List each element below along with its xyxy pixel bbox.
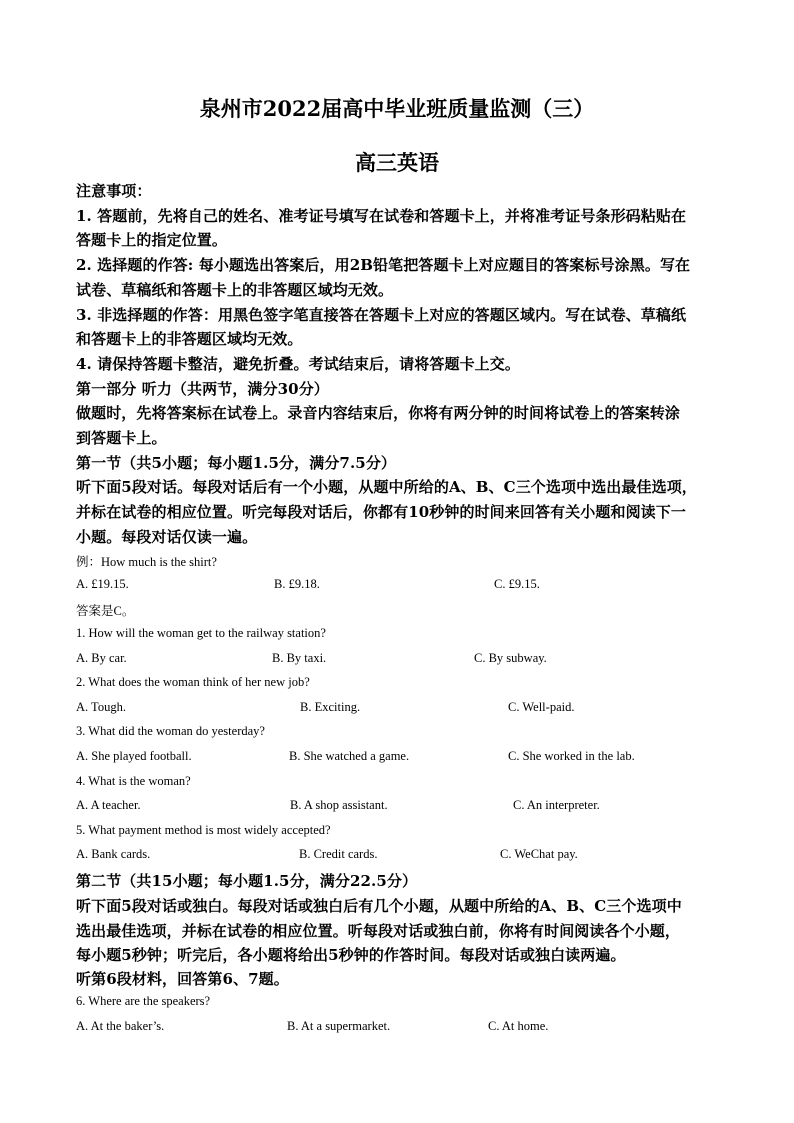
question-5: 5. What payment method is most widely accepted? xyxy=(76,823,331,837)
q3-option-c: C. She worked in the lab. xyxy=(508,749,635,763)
notice-item-2-line-1: 2. 选择题的作答: 每小题选出答案后，用2B铅笔把答题卡上对应题目的答案标号涂黑。写在 xyxy=(76,256,691,274)
q3-option-a: A. She played football. xyxy=(76,749,192,763)
q4-option-b: B. A shop assistant. xyxy=(290,798,388,812)
question-3: 3. What did the woman do yesterday? xyxy=(76,724,265,738)
section1-heading: 第一节（共5小题；每小题1.5分，满分7.5分） xyxy=(76,454,397,472)
part1-instructions-line-1: 做题时，先将答案标在试卷上。录音内容结束后，你将有两分钟的时间将试卷上的答案转涂 xyxy=(76,404,681,422)
question-1: 1. How will the woman get to the railway station? xyxy=(76,626,326,640)
q4-option-a: A. A teacher. xyxy=(76,798,141,812)
part1-instructions-line-2: 到答题卡上。 xyxy=(76,429,167,447)
section2-instructions-line-2: 选出最佳选项，并标在试卷的相应位置。听每段对话或独白前，你将有时间阅读各个小题， xyxy=(76,922,681,940)
section2-instructions-line-1: 听下面5段对话或独白。每段对话或独白后有几个小题，从题中所给的A、B、C三个选项中 xyxy=(76,897,682,915)
notice-item-3-line-1: 3. 非选择题的作答：用黑色签字笔直接答在答题卡上对应的答题区域内。写在试卷、草稿纸 xyxy=(76,306,687,324)
example-option-b: B. £9.18. xyxy=(274,577,320,591)
example-answer: 答案是C。 xyxy=(76,604,135,618)
q2-option-a: A. Tough. xyxy=(76,700,126,714)
section1-instructions-line-3: 小题。每段对话仅读一遍。 xyxy=(76,528,258,546)
q1-option-b: B. By taxi. xyxy=(272,651,327,665)
q1-option-a: A. By car. xyxy=(76,651,127,665)
question-6: 6. Where are the speakers? xyxy=(76,994,211,1008)
q6-option-c: C. At home. xyxy=(488,1019,549,1033)
section2-heading: 第二节（共15小题；每小题1.5分，满分22.5分） xyxy=(76,872,418,890)
q5-option-b: B. Credit cards. xyxy=(299,847,378,861)
part1-heading: 第一部分 听力（共两节，满分30分） xyxy=(76,380,329,398)
exam-title: 泉州市2022届高中毕业班质量监测（三） xyxy=(199,96,595,121)
question-4: 4. What is the woman? xyxy=(76,774,191,788)
exam-subject: 高三英语 xyxy=(355,150,439,175)
section1-instructions-line-2: 并标在试卷的相应位置。听完每段对话后，你都有10秒钟的时间来回答有关小题和阅读下一 xyxy=(76,503,686,521)
notice-item-1-line-1: 1. 答题前，先将自己的姓名、准考证号填写在试卷和答题卡上，并将准考证号条形码粘贴在 xyxy=(76,207,687,225)
example-option-a: A. £19.15. xyxy=(76,577,129,591)
notice-item-2-line-2: 试卷、草稿纸和答题卡上的非答题区域均无效。 xyxy=(76,281,394,299)
section1-instructions-line-1: 听下面5段对话。每段对话后有一个小题，从题中所给的A、B、C三个选项中选出最佳选项， xyxy=(76,478,697,496)
notice-heading: 注意事项： xyxy=(76,182,152,200)
q5-option-a: A. Bank cards. xyxy=(76,847,151,861)
notice-item-1-line-2: 答题卡上的指定位置。 xyxy=(76,231,228,249)
q1-option-c: C. By subway. xyxy=(474,651,547,665)
notice-item-3-line-2: 和答题卡上的非答题区域均无效。 xyxy=(76,330,303,348)
q4-option-c: C. An interpreter. xyxy=(513,798,600,812)
q6-option-a: A. At the baker’s. xyxy=(76,1019,165,1033)
q2-option-b: B. Exciting. xyxy=(300,700,361,714)
question-2: 2. What does the woman think of her new job? xyxy=(76,675,310,689)
example-option-c: C. £9.15. xyxy=(494,577,540,591)
notice-item-4: 4. 请保持答题卡整洁，避免折叠。考试结束后，请将答题卡上交。 xyxy=(76,355,520,373)
section2-instructions-line-3: 每小题5秒钟；听完后，各小题将给出5秒钟的作答时间。每段对话或独白读两遍。 xyxy=(76,946,626,964)
q3-option-b: B. She watched a game. xyxy=(289,749,410,763)
q5-option-c: C. WeChat pay. xyxy=(500,847,578,861)
material-6-heading: 听第6段材料，回答第6、7题。 xyxy=(76,970,289,988)
q6-option-b: B. At a supermarket. xyxy=(287,1019,391,1033)
q2-option-c: C. Well-paid. xyxy=(508,700,575,714)
example-question: 例：How much is the shirt? xyxy=(76,555,217,569)
